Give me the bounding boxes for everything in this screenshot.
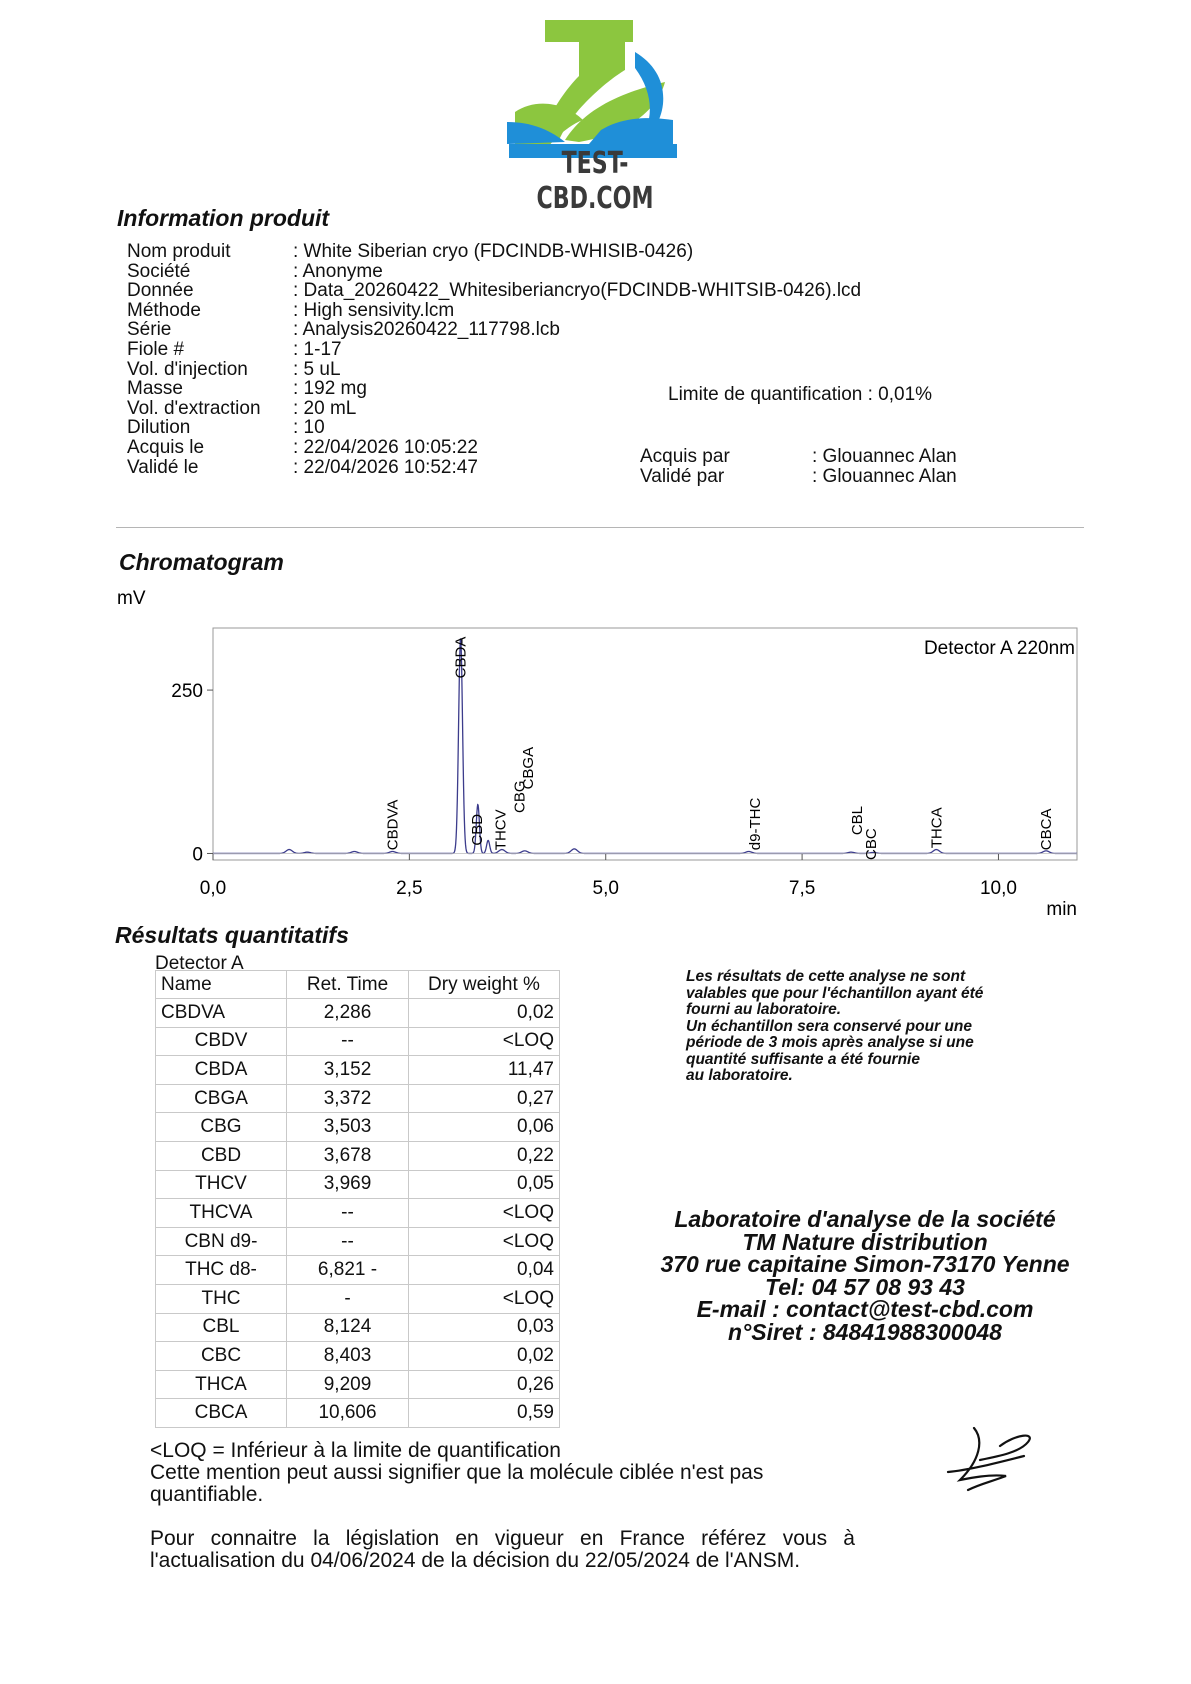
- dry-weight-value: 0,04: [409, 1256, 560, 1285]
- x-tick-label: 5,0: [592, 878, 619, 899]
- retention-time: 3,969: [287, 1170, 409, 1199]
- table-row: [156, 1141, 560, 1170]
- info-label: Vol. d'injection: [127, 358, 248, 380]
- table-row: [156, 1370, 560, 1399]
- compound-name: CBDVA: [156, 999, 287, 1028]
- dry-weight-value: 0,02: [409, 999, 560, 1028]
- dry-weight-value: <LOQ: [409, 1199, 560, 1228]
- dry-weight-value: 0,02: [409, 1342, 560, 1371]
- results-table: [155, 970, 560, 1428]
- y-tick-label: 250: [171, 681, 203, 703]
- loq-detail: Cette mention peut aussi signifier que la molécule ciblée n'est pas quantifiable.: [150, 1461, 764, 1506]
- table-row: [156, 1399, 560, 1428]
- compound-name: THCA: [156, 1370, 287, 1399]
- compound-name: CBGA: [156, 1084, 287, 1113]
- x-axis-label: min: [1046, 899, 1077, 920]
- x-tick-label: 0,0: [199, 878, 227, 899]
- peak-label: CBCA: [1038, 808, 1056, 851]
- compound-name: CBDA: [156, 1056, 287, 1085]
- compound-name: CBCA: [156, 1399, 287, 1428]
- info-label: Donnée: [127, 280, 194, 302]
- info-label: Série: [127, 319, 172, 341]
- disclaimer-line: valables que pour l'échantillon ayant été: [686, 984, 984, 1002]
- results-detector-label: Detector A: [155, 953, 244, 974]
- compound-name: CBL: [156, 1313, 287, 1342]
- disclaimer-text: [686, 969, 1106, 1085]
- info-value: : High sensivity.lcm: [293, 299, 455, 321]
- info-section-title: Information produit: [117, 205, 330, 231]
- table-row: [156, 1170, 560, 1199]
- dry-weight-value: <LOQ: [409, 1284, 560, 1313]
- dry-weight-value: 0,26: [409, 1370, 560, 1399]
- peak-label: CBDVA: [384, 799, 402, 851]
- dry-weight-value: <LOQ: [409, 1027, 560, 1056]
- retention-time: -: [287, 1284, 409, 1313]
- table-row: [156, 1056, 560, 1085]
- info-value: : 20 mL: [293, 397, 357, 419]
- retention-time: 3,503: [287, 1113, 409, 1142]
- table-row: [156, 1084, 560, 1113]
- col-dry-weight-header: Dry weight %: [409, 971, 560, 999]
- lab-line: 370 rue capitaine Simon-73170 Yenne: [660, 1251, 1070, 1278]
- table-row: [156, 1313, 560, 1342]
- table-row: [156, 1199, 560, 1228]
- table-row: [156, 1113, 560, 1142]
- info-label: Vol. d'extraction: [127, 397, 261, 419]
- peak-label: THCV: [492, 809, 510, 851]
- peak-label: CBDA: [452, 636, 470, 679]
- validated-by-value: : Glouannec Alan: [812, 466, 957, 487]
- dry-weight-value: 0,27: [409, 1084, 560, 1113]
- table-row: [156, 1342, 560, 1371]
- acquired-by-value: : Glouannec Alan: [812, 446, 957, 467]
- info-value: : Anonyme: [293, 260, 383, 282]
- compound-name: CBG: [156, 1113, 287, 1142]
- loq-definition: <LOQ = Inférieur à la limite de quantification: [150, 1439, 561, 1462]
- peak-label: CBC: [863, 828, 881, 860]
- info-label: Dilution: [127, 417, 191, 439]
- lab-line: Tel: 04 57 08 93 43: [765, 1273, 965, 1300]
- info-label: Masse: [127, 378, 183, 400]
- col-ret-time-header: Ret. Time: [287, 971, 409, 999]
- info-label: Méthode: [127, 299, 201, 321]
- dry-weight-value: 0,22: [409, 1141, 560, 1170]
- retention-time: 9,209: [287, 1370, 409, 1399]
- retention-time: 8,124: [287, 1313, 409, 1342]
- x-tick-label: 10,0: [979, 878, 1017, 899]
- x-tick-label: 7,5: [788, 878, 816, 899]
- disclaimer-line: Les résultats de cette analyse ne sont: [686, 968, 966, 985]
- table-row: [156, 1227, 560, 1256]
- retention-time: 8,403: [287, 1342, 409, 1371]
- peak-label: CBD: [468, 813, 486, 846]
- table-row: [156, 1284, 560, 1313]
- retention-time: --: [287, 1227, 409, 1256]
- disclaimer-line: au laboratoire.: [686, 1067, 793, 1084]
- table-row: [156, 999, 560, 1028]
- chromatogram-trace: [213, 638, 1077, 853]
- lab-line: Laboratoire d'analyse de la société: [674, 1206, 1056, 1232]
- info-value: : 192 mg: [293, 378, 367, 400]
- lab-line: E-mail : contact@test-cbd.com: [696, 1296, 1034, 1323]
- lab-line: TM Nature distribution: [742, 1228, 988, 1255]
- info-label: Validé le: [127, 456, 199, 478]
- dry-weight-value: 0,05: [409, 1170, 560, 1199]
- lab-line: n°Siret : 84841988300048: [728, 1318, 1002, 1345]
- compound-name: CBDV: [156, 1027, 287, 1056]
- info-label: Nom produit: [127, 241, 231, 262]
- logo-wordmark: TEST-CBD.COM: [536, 146, 654, 216]
- info-label: Acquis le: [127, 436, 205, 458]
- lab-contact-block: [630, 1208, 1100, 1344]
- peak-label: CBGA: [519, 746, 537, 790]
- info-value: : Data_20260422_Whitesiberiancryo(FDCINDB-WHITSIB-0426).lcd: [293, 280, 862, 302]
- compound-name: THCVA: [156, 1199, 287, 1228]
- peak-label: CBL: [849, 805, 867, 836]
- info-value: : 1-17: [293, 338, 342, 360]
- info-value: : White Siberian cryo (FDCINDB-WHISIB-0426): [293, 241, 694, 262]
- dry-weight-value: 11,47: [409, 1056, 560, 1085]
- y-tick-label: 0: [192, 844, 203, 866]
- retention-time: --: [287, 1027, 409, 1056]
- info-value: : 5 uL: [293, 358, 341, 380]
- peak-label: d9-THC: [746, 797, 764, 851]
- compound-name: THC: [156, 1284, 287, 1313]
- acquired-by-label: Acquis par: [640, 446, 730, 467]
- dry-weight-value: 0,59: [409, 1399, 560, 1428]
- disclaimer-line: période de 3 mois après analyse si une: [686, 1034, 974, 1051]
- dry-weight-value: <LOQ: [409, 1227, 560, 1256]
- table-row: [156, 1256, 560, 1285]
- compound-name: THC d8-: [156, 1256, 287, 1285]
- retention-time: 6,821 -: [287, 1256, 409, 1285]
- retention-time: 10,606: [287, 1399, 409, 1428]
- plot-frame: [213, 628, 1077, 860]
- dry-weight-value: 0,06: [409, 1113, 560, 1142]
- info-label: Fiole #: [127, 338, 185, 360]
- info-value: : 22/04/2026 10:05:22: [293, 436, 478, 458]
- info-value: : 10: [293, 417, 325, 439]
- legislation-note: Pour connaitre la législation en vigueur en France référez vous à l'actualisation du 04/06/2024 de la décision du 22/05/2024 de l'ANSM.: [150, 1527, 855, 1572]
- retention-time: 3,372: [287, 1084, 409, 1113]
- dry-weight-value: 0,03: [409, 1313, 560, 1342]
- info-value: : 22/04/2026 10:52:47: [293, 456, 478, 478]
- chromatogram-title: Chromatogram: [119, 549, 284, 575]
- disclaimer-line: quantité suffisante a été fournie: [686, 1050, 920, 1068]
- retention-time: 2,286: [287, 999, 409, 1028]
- disclaimer-line: fourni au laboratoire.: [686, 1001, 842, 1018]
- disclaimer-line: Un échantillon sera conservé pour une: [686, 1017, 972, 1035]
- retention-time: 3,152: [287, 1056, 409, 1085]
- compound-name: THCV: [156, 1170, 287, 1199]
- compound-name: CBN d9-: [156, 1227, 287, 1256]
- retention-time: --: [287, 1199, 409, 1228]
- compound-name: CBC: [156, 1342, 287, 1371]
- info-value: : Analysis20260422_117798.lcb: [293, 319, 560, 341]
- handwritten-signature-icon: [940, 1420, 1040, 1500]
- peak-label: CBG: [511, 780, 529, 813]
- table-row: [156, 1027, 560, 1056]
- info-label: Société: [127, 260, 191, 282]
- results-title: Résultats quantitatifs: [115, 922, 349, 948]
- notes-block: [150, 1440, 855, 1572]
- y-axis-label: mV: [117, 588, 146, 609]
- validated-by-label: Validé par: [640, 466, 725, 487]
- loq-limit: Limite de quantification : 0,01%: [668, 384, 933, 405]
- x-tick-label: 2,5: [396, 878, 423, 899]
- peak-label: THCA: [928, 807, 946, 849]
- compound-name: CBD: [156, 1141, 287, 1170]
- col-name-header: Name: [156, 971, 287, 999]
- retention-time: 3,678: [287, 1141, 409, 1170]
- detector-label: Detector A 220nm: [923, 638, 1075, 659]
